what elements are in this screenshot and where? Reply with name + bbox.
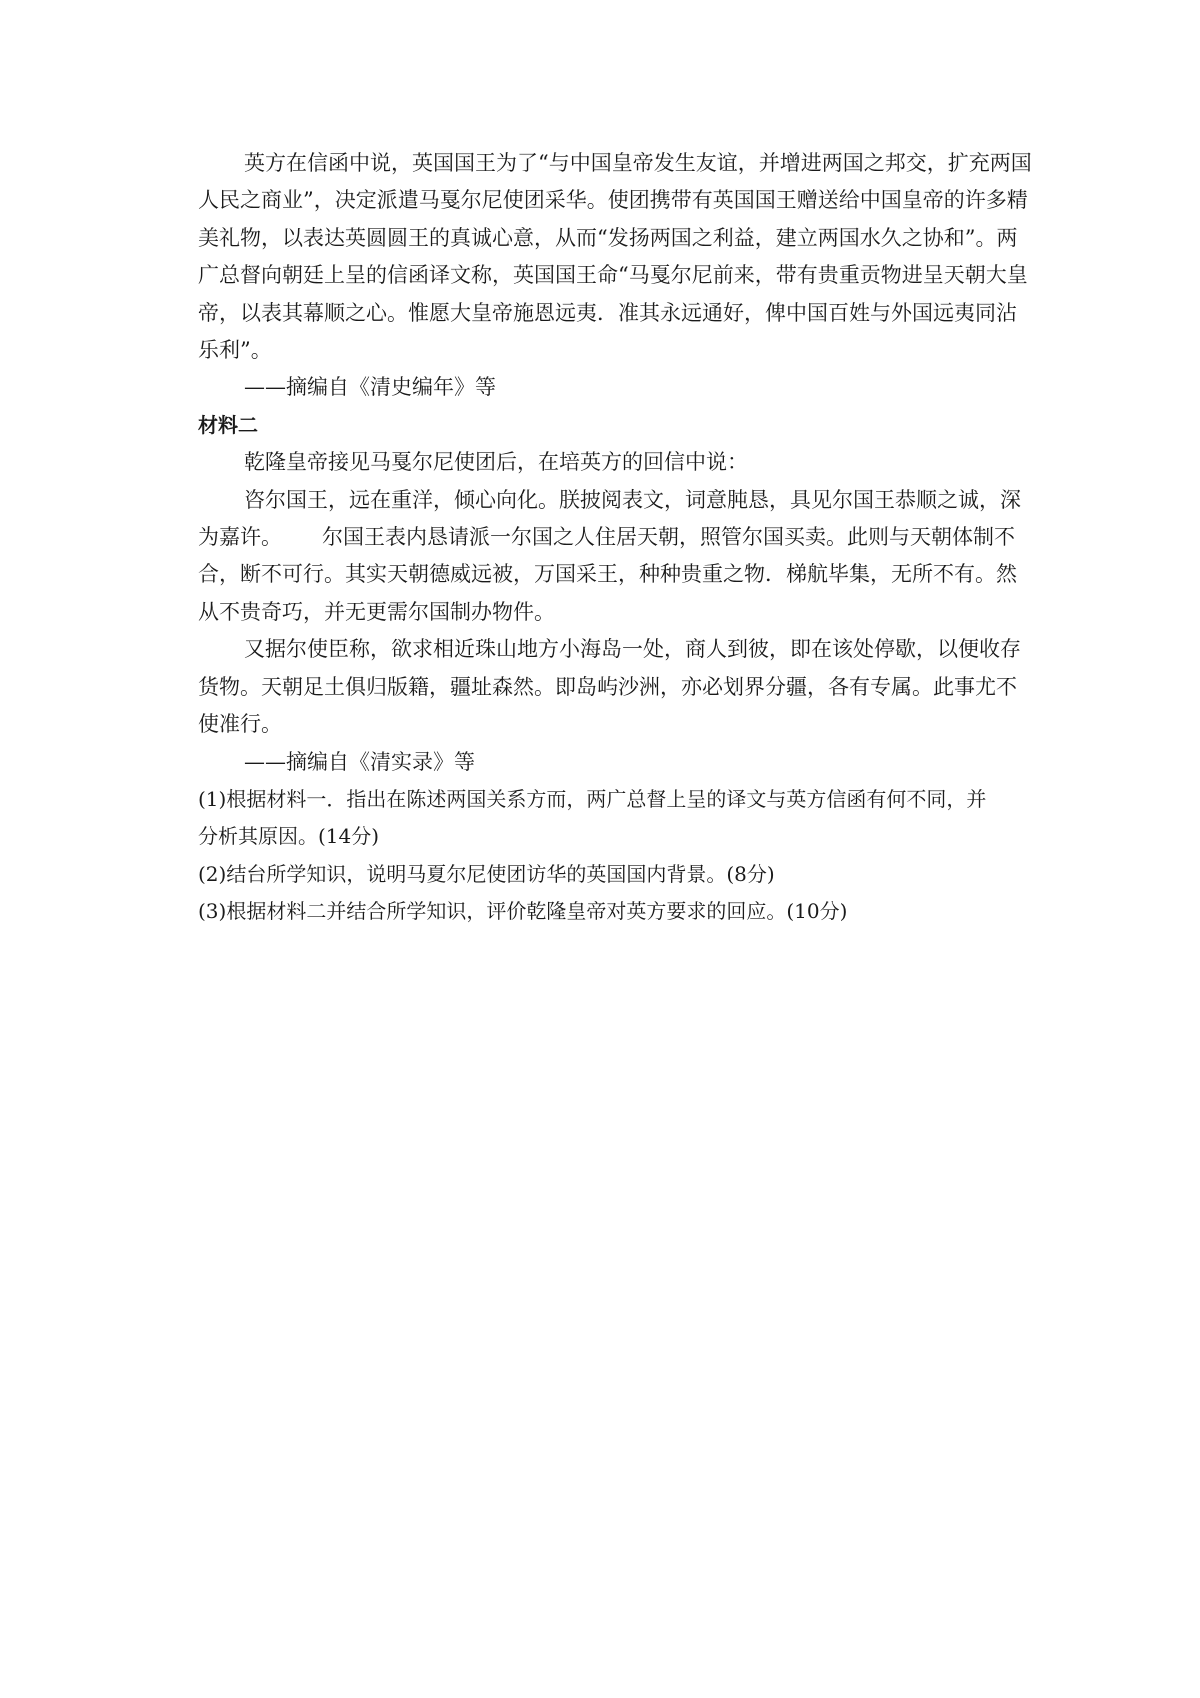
material-two-line: 使准行。 xyxy=(198,712,282,737)
material-one-passage xyxy=(198,145,1032,407)
questions-section xyxy=(198,781,1026,931)
question-1-continued: 分析其原因。(14分) xyxy=(198,824,380,849)
material-one-line: 乐利”。 xyxy=(198,338,272,363)
material-two-line: 合，断不可行。其实天朝德威远被，万国采王，种种贵重之物．梯航毕集，无所不有。然 xyxy=(198,562,1017,587)
material-one-line: 广总督向朝廷上呈的信函译文称，英国国王命“马戛尔尼前来，带有贵重贡物进呈天朝大皇 xyxy=(198,263,1028,288)
material-two-intro: 乾隆皇帝接见马戛尔尼使团后，在培英方的回信中说： xyxy=(244,450,748,475)
material-one-line: 英方在信函中说，英国国王为了“与中国皇帝发生友谊，并增进两国之邦交，扩充两国 xyxy=(244,151,1032,175)
material-two-line: 咨尔国王，远在重洋，倾心向化。朕披阅表文，词意肫恳，具见尔国王恭顺之诚，深 xyxy=(244,487,1021,512)
material-two-section xyxy=(198,407,1026,781)
material-two-source: ——摘编自《清实录》等 xyxy=(244,749,475,774)
material-two-line: 又据尔使臣称，欲求相近珠山地方小海岛一处，商人到彼，即在该处停歇，以便收存 xyxy=(244,637,1021,662)
material-one-line: 帝，以表其幕顺之心。惟愿大皇帝施恩远夷．准其永远通好，俾中国百姓与外国远夷同沾 xyxy=(198,300,1017,325)
material-one-line: 美礼物，以表达英圆圆王的真诚心意，从而“发扬两国之利益，建立两国水久之协和”。两 xyxy=(198,225,1018,250)
exam-page xyxy=(198,145,1032,931)
question-2: (2)结台所学知识，说明马夏尔尼使团访华的英国国内背景。(8分) xyxy=(198,861,775,886)
material-one-source: ——摘编自《清史编年》等 xyxy=(244,375,496,400)
question-1: (1)根据材料一．指出在陈述两国关系方而，两广总督上呈的译文与英方信函有何不同，并 xyxy=(198,786,987,811)
material-two-heading: 材料二 xyxy=(198,412,258,437)
material-two-line: 从不贵奇巧，并无更需尔国制办物件。 xyxy=(198,599,555,624)
material-two-line: 为嘉许。 尔国王表内恳请派一尔国之人住居天朝，照管尔国买卖。此则与天朝体制不 xyxy=(198,525,1016,550)
question-3: (3)根据材料二并结合所学知识，评价乾隆皇帝对英方要求的回应。(10分) xyxy=(198,899,848,924)
material-two-line: 货物。天朝足土俱归版籍，疆址森然。即岛屿沙洲，亦必划界分疆，各有专属。此事尤不 xyxy=(198,674,1017,699)
material-one-line: 人民之商业”，决定派遣马戛尔尼使团采华。使团携带有英国国王赠送给中国皇帝的许多精 xyxy=(198,188,1028,213)
